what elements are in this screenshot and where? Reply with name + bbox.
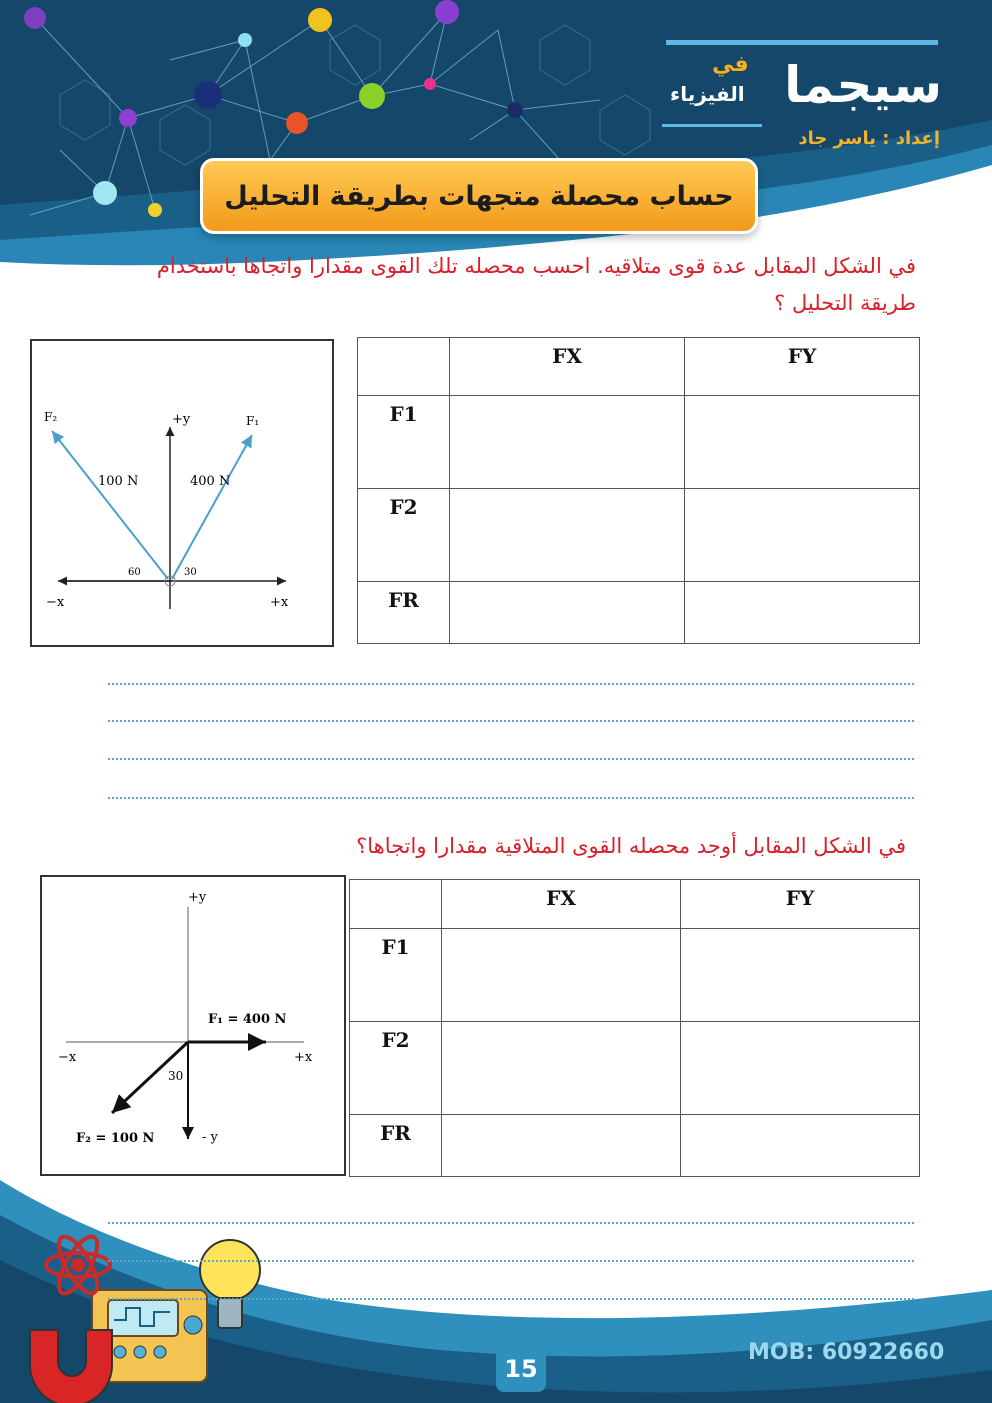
molecule-yellow-icon (308, 8, 332, 32)
logo-mid-bar (662, 124, 762, 127)
angle-left: 60 (128, 567, 141, 578)
figure-2-diagram (42, 877, 344, 1174)
neg-y-label: - y (202, 1130, 218, 1145)
force-f1-vector (172, 435, 252, 579)
molecule-purple-icon (435, 0, 459, 24)
molecule-pink-icon (424, 78, 436, 90)
table-2-header-fx: FX (442, 880, 681, 929)
neg-x-label: −x (58, 1050, 77, 1065)
pos-x-label: +x (294, 1050, 313, 1065)
answer-line[interactable] (108, 683, 914, 685)
page-title: حساب محصلة متجهات بطريقة التحليل (224, 180, 734, 212)
table-1-header-fx: FX (450, 338, 685, 396)
molecule-yellow-icon (148, 203, 162, 217)
angle-label: 30 (168, 1069, 184, 1083)
logo (662, 52, 942, 122)
title-banner (200, 158, 758, 234)
table-1-row-fr: FR (358, 582, 450, 644)
force-f2-vector (52, 431, 168, 579)
molecule-cyan-icon (93, 181, 117, 205)
f1-label: F₁ = 400 N (208, 1012, 287, 1027)
table-1-cell-f2-fx[interactable] (450, 489, 685, 582)
table-2-cell-f1-fx[interactable] (442, 929, 681, 1022)
mobile-number: MOB: 60922660 (748, 1340, 945, 1365)
molecule-navy-icon (507, 102, 523, 118)
figure-1 (30, 339, 334, 647)
table-2-row-f1: F1 (350, 929, 442, 1022)
table-2-row-fr: FR (350, 1115, 442, 1177)
logo-main-text: سيجما (784, 56, 942, 114)
table-1-cell-f2-fy[interactable] (685, 489, 920, 582)
answer-line[interactable] (108, 797, 914, 799)
answer-line[interactable] (108, 758, 914, 760)
question-1-text: في الشكل المقابل عدة قوى متلاقيه. احسب محصله تلك القوى مقدارا واتجاها باستخدام طريقة التحليل ؟ (156, 254, 916, 315)
y-axis-label: +y (172, 412, 191, 427)
molecule-purple-icon (24, 7, 46, 29)
pos-y-label: +y (188, 890, 207, 905)
molecule-cyan-icon (238, 33, 252, 47)
f2-magnitude: 100 N (98, 474, 139, 489)
molecule-green-icon (359, 83, 385, 109)
table-1-row-f1: F1 (358, 396, 450, 489)
table-2-cell-f2-fx[interactable] (442, 1022, 681, 1115)
neg-x-label: −x (46, 595, 65, 610)
question-2-text: في الشكل المقابل أوجد محصله القوى المتلاقية مقدارا واتجاها؟ (356, 834, 906, 858)
f1-magnitude: 400 N (190, 474, 231, 489)
answer-line[interactable] (108, 1222, 914, 1224)
f2-label: F₂ (44, 410, 58, 424)
table-2-cell-fr-fy[interactable] (681, 1115, 920, 1177)
molecule-purple-icon (119, 109, 137, 127)
table-1-cell-f1-fx[interactable] (450, 396, 685, 489)
page-number: 15 (496, 1346, 546, 1392)
pos-x-label: +x (270, 595, 289, 610)
f2-label: F₂ = 100 N (76, 1131, 155, 1146)
table-1-cell-fr-fx[interactable] (450, 582, 685, 644)
answer-line[interactable] (108, 1298, 914, 1300)
table-2-corner (350, 880, 442, 929)
answer-line[interactable] (108, 720, 914, 722)
molecule-navy-icon (194, 81, 222, 109)
table-2-cell-fr-fx[interactable] (442, 1115, 681, 1177)
table-1-corner (358, 338, 450, 396)
table-1-cell-f1-fy[interactable] (685, 396, 920, 489)
table-1-header-fy: FY (685, 338, 920, 396)
table-2 (349, 879, 920, 1177)
logo-fi-text: في (712, 52, 749, 77)
angle-right: 30 (184, 567, 197, 578)
table-1 (357, 337, 920, 644)
table-2-row-f2: F2 (350, 1022, 442, 1115)
table-2-header-fy: FY (681, 880, 920, 929)
f1-label: F₁ (246, 414, 260, 428)
table-2-cell-f1-fy[interactable] (681, 929, 920, 1022)
table-2-cell-f2-fy[interactable] (681, 1022, 920, 1115)
table-1-cell-fr-fy[interactable] (685, 582, 920, 644)
logo-top-bar (666, 40, 938, 45)
logo-sub-text: الفيزياء (670, 82, 745, 106)
molecule-orange-icon (286, 112, 308, 134)
author-credit: إعداد : ياسر جاد (798, 128, 940, 149)
answer-line[interactable] (108, 1260, 914, 1262)
figure-1-diagram (32, 341, 332, 645)
table-1-row-f2: F2 (358, 489, 450, 582)
figure-2 (40, 875, 346, 1176)
